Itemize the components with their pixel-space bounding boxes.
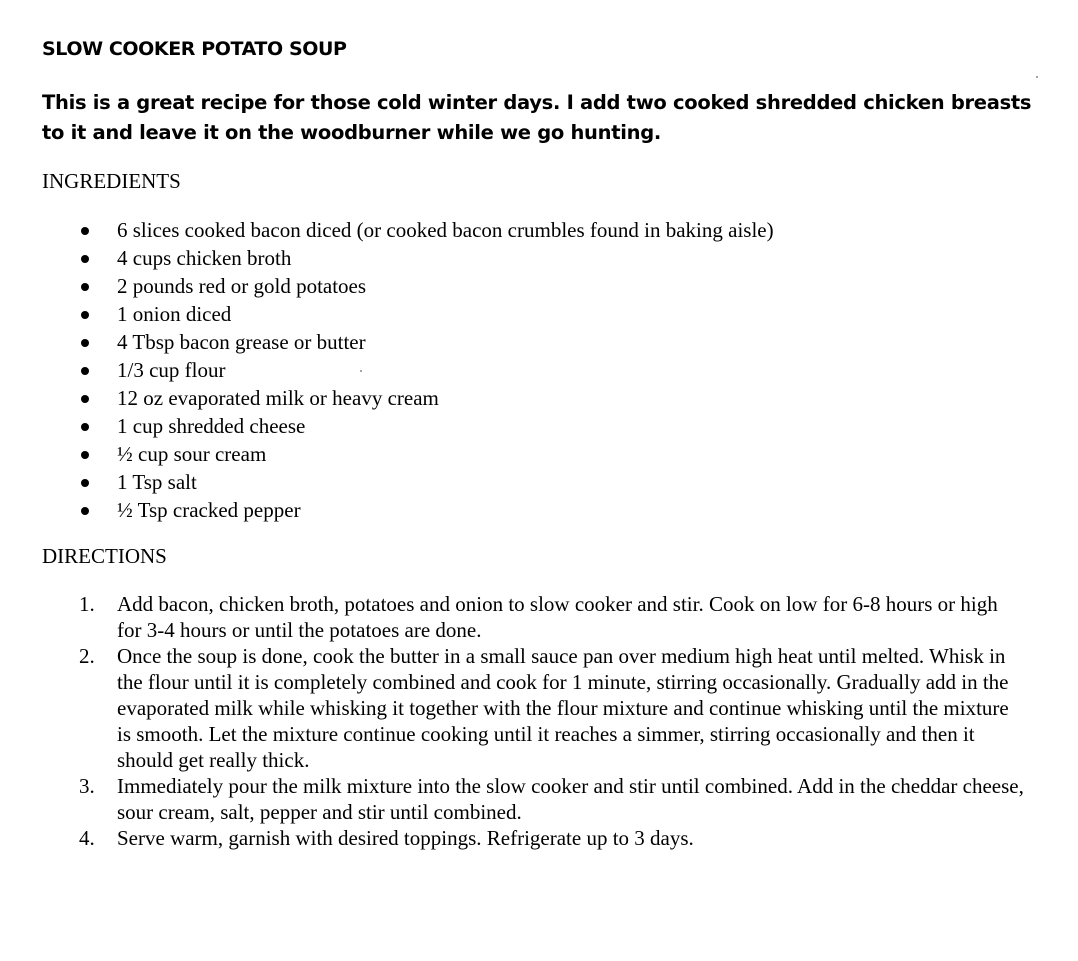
ingredient-item	[76, 300, 774, 328]
bullet-icon	[81, 423, 89, 431]
step-text: Serve warm, garnish with desired toppings. Refrigerate up to 3 days.	[117, 826, 694, 850]
direction-step	[76, 643, 1026, 773]
ingredients-heading: INGREDIENTS	[42, 169, 181, 193]
bullet-icon	[81, 395, 89, 403]
bullet-icon	[81, 339, 89, 347]
ingredient-item	[76, 356, 774, 384]
scan-speck	[360, 370, 362, 372]
ingredient-item	[76, 496, 774, 524]
bullet-icon	[81, 367, 89, 375]
step-number: 1.	[79, 592, 95, 616]
ingredient-item	[76, 384, 774, 412]
ingredient-text: 2 pounds red or gold potatoes	[117, 274, 367, 298]
direction-step	[76, 591, 1026, 643]
step-text: Add bacon, chicken broth, potatoes and onion to slow cooker and stir. Cook on low for 6-8 hours or high for 3-4 hours or until the potatoes are done.	[117, 592, 998, 642]
recipe-title: SLOW COOKER POTATO SOUP	[42, 38, 347, 60]
ingredient-text: ½ cup sour cream	[117, 442, 267, 466]
ingredient-text: ½ Tsp cracked pepper	[117, 498, 301, 522]
recipe-intro: This is a great recipe for those cold winter days. I add two cooked shredded chicken breasts to it and leave it on the woodburner while we go hunting.	[42, 91, 1032, 144]
bullet-icon	[81, 311, 89, 319]
ingredient-text: 1 cup shredded cheese	[117, 414, 306, 438]
scan-speck	[1036, 76, 1038, 78]
ingredient-text: 12 oz evaporated milk or heavy cream	[117, 386, 439, 410]
bullet-icon	[81, 227, 89, 235]
ingredient-item	[76, 216, 774, 244]
step-text: Once the soup is done, cook the butter in a small sauce pan over medium high heat until melted. Whisk in the flour until it is completely combined and cook for 1 minute, stirring occasionally. Gradually add in the evaporated milk while whisking it together with the flour mixture and continue whisking until the mixture is smooth. Let the mixture continue cooking until it reaches a simmer, stirring occasionally and then it should get really thick.	[117, 644, 1009, 772]
ingredient-item	[76, 328, 774, 356]
direction-step	[76, 825, 1026, 851]
bullet-icon	[81, 283, 89, 291]
bullet-icon	[81, 255, 89, 263]
bullet-icon	[81, 507, 89, 515]
bullet-icon	[81, 479, 89, 487]
step-number: 3.	[79, 774, 95, 798]
ingredient-text: 1 Tsp salt	[117, 470, 197, 494]
step-number: 4.	[79, 826, 95, 850]
bullet-icon	[81, 451, 89, 459]
directions-list	[76, 591, 1026, 851]
ingredient-item	[76, 468, 774, 496]
ingredient-text: 6 slices cooked bacon diced (or cooked bacon crumbles found in baking aisle)	[117, 218, 774, 242]
ingredient-text: 4 cups chicken broth	[117, 246, 292, 270]
ingredient-text: 1 onion diced	[117, 302, 232, 326]
ingredients-list	[76, 216, 774, 524]
ingredient-item	[76, 272, 774, 300]
ingredient-text: 4 Tbsp bacon grease or butter	[117, 330, 366, 354]
ingredient-item	[76, 412, 774, 440]
ingredient-item	[76, 440, 774, 468]
direction-step	[76, 773, 1026, 825]
ingredient-item	[76, 244, 774, 272]
step-text: Immediately pour the milk mixture into the slow cooker and stir until combined. Add in the cheddar cheese, sour cream, salt, pepper and stir until combined.	[117, 774, 1024, 824]
step-number: 2.	[79, 644, 95, 668]
ingredient-text: 1/3 cup flour	[117, 358, 226, 382]
directions-heading: DIRECTIONS	[42, 544, 167, 568]
